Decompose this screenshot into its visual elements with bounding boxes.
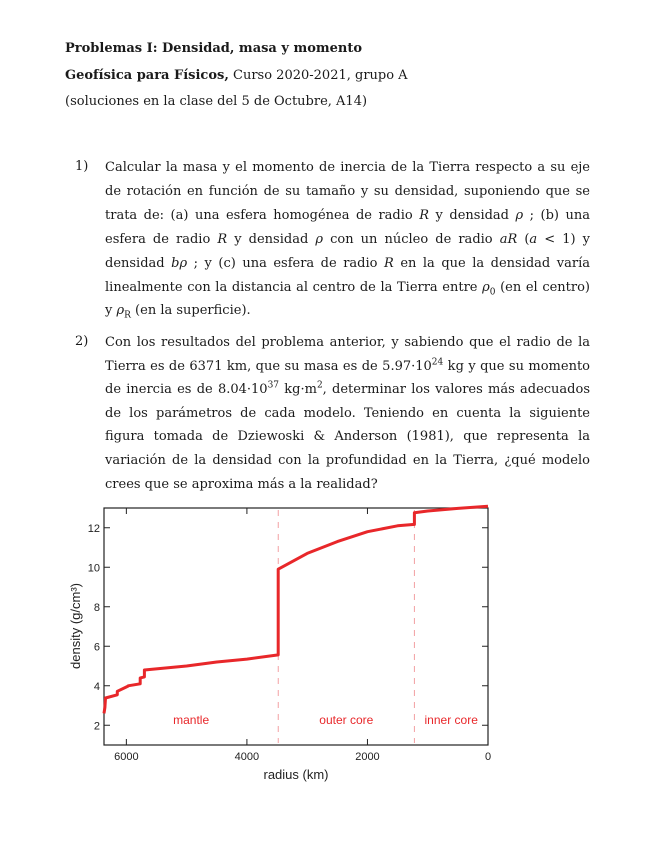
problem-1-text: Calcular la masa y el momento de inercia de la Tierra respecto a su eje de rotación en función de su tamaño y su densidad, suponiendo que se trata de: (a) una esfera homogénea de radio R y densidad ρ ; (b) una esfera de radio R y densidad ρ con un núcleo de radio aR (a < 1) y densidad bρ ; y (c) una esfera de radio R en la que la densidad varía linealmente con la distancia al centro de la Tierra entre $\rho_0$ (en el centro) y $\rho_R$ (en la superficie). xyxy=(105,160,590,322)
density-line xyxy=(104,506,488,713)
y-tick-label: 6 xyxy=(93,641,100,654)
inner-core-label: inner core xyxy=(424,713,478,727)
y-tick-label: 4 xyxy=(93,680,100,693)
y-tick-label: 8 xyxy=(93,601,100,614)
y-axis-label: density (g/cm³) xyxy=(68,583,83,669)
y-tick-label: 12 xyxy=(87,522,100,535)
x-tick-label: 0 xyxy=(484,751,492,763)
plot-frame xyxy=(104,508,488,745)
x-tick-label: 2000 xyxy=(355,751,380,763)
mantle-label: mantle xyxy=(173,713,210,727)
outer-core-label: outer core xyxy=(319,713,374,727)
x-tick-label: 4000 xyxy=(234,751,260,763)
solutions-note-text: (soluciones en la clase del 5 de Octubre, A14) xyxy=(65,94,368,109)
problem-2-text: Con los resultados del problema anterior, y sabiendo que el radio de la Tierra es de 6371 km, que su masa es de $5.97\cdot 10^{24}$ kg y que su momento de inercia es de $8.04\cdot 10^{37}$ $kg\cdot m^2$, determinar los valores más adecuados de los parámetros de cada modelo. Teniendo en cuenta la siguiente figura tomada de Dziewoski & Anderson (1981), que representa la variación de la densidad con la profundidad en la Tierra, ¿qué modelo crees que se aproxima más a la realidad? xyxy=(105,335,591,492)
course-details: Curso 2020-2021, grupo A xyxy=(228,68,408,83)
problem-1-number: 1) xyxy=(75,159,89,174)
problem-2-number: 2) xyxy=(75,334,89,349)
y-tick-label: 10 xyxy=(87,562,100,575)
y-tick-label: 2 xyxy=(93,720,100,733)
course-name: Geofísica para Físicos, xyxy=(65,68,229,83)
x-tick-label: 6000 xyxy=(114,751,139,763)
x-axis-label: radius (km) xyxy=(263,767,329,782)
title-text: Problemas I: Densidad, masa y momento xyxy=(65,41,363,56)
